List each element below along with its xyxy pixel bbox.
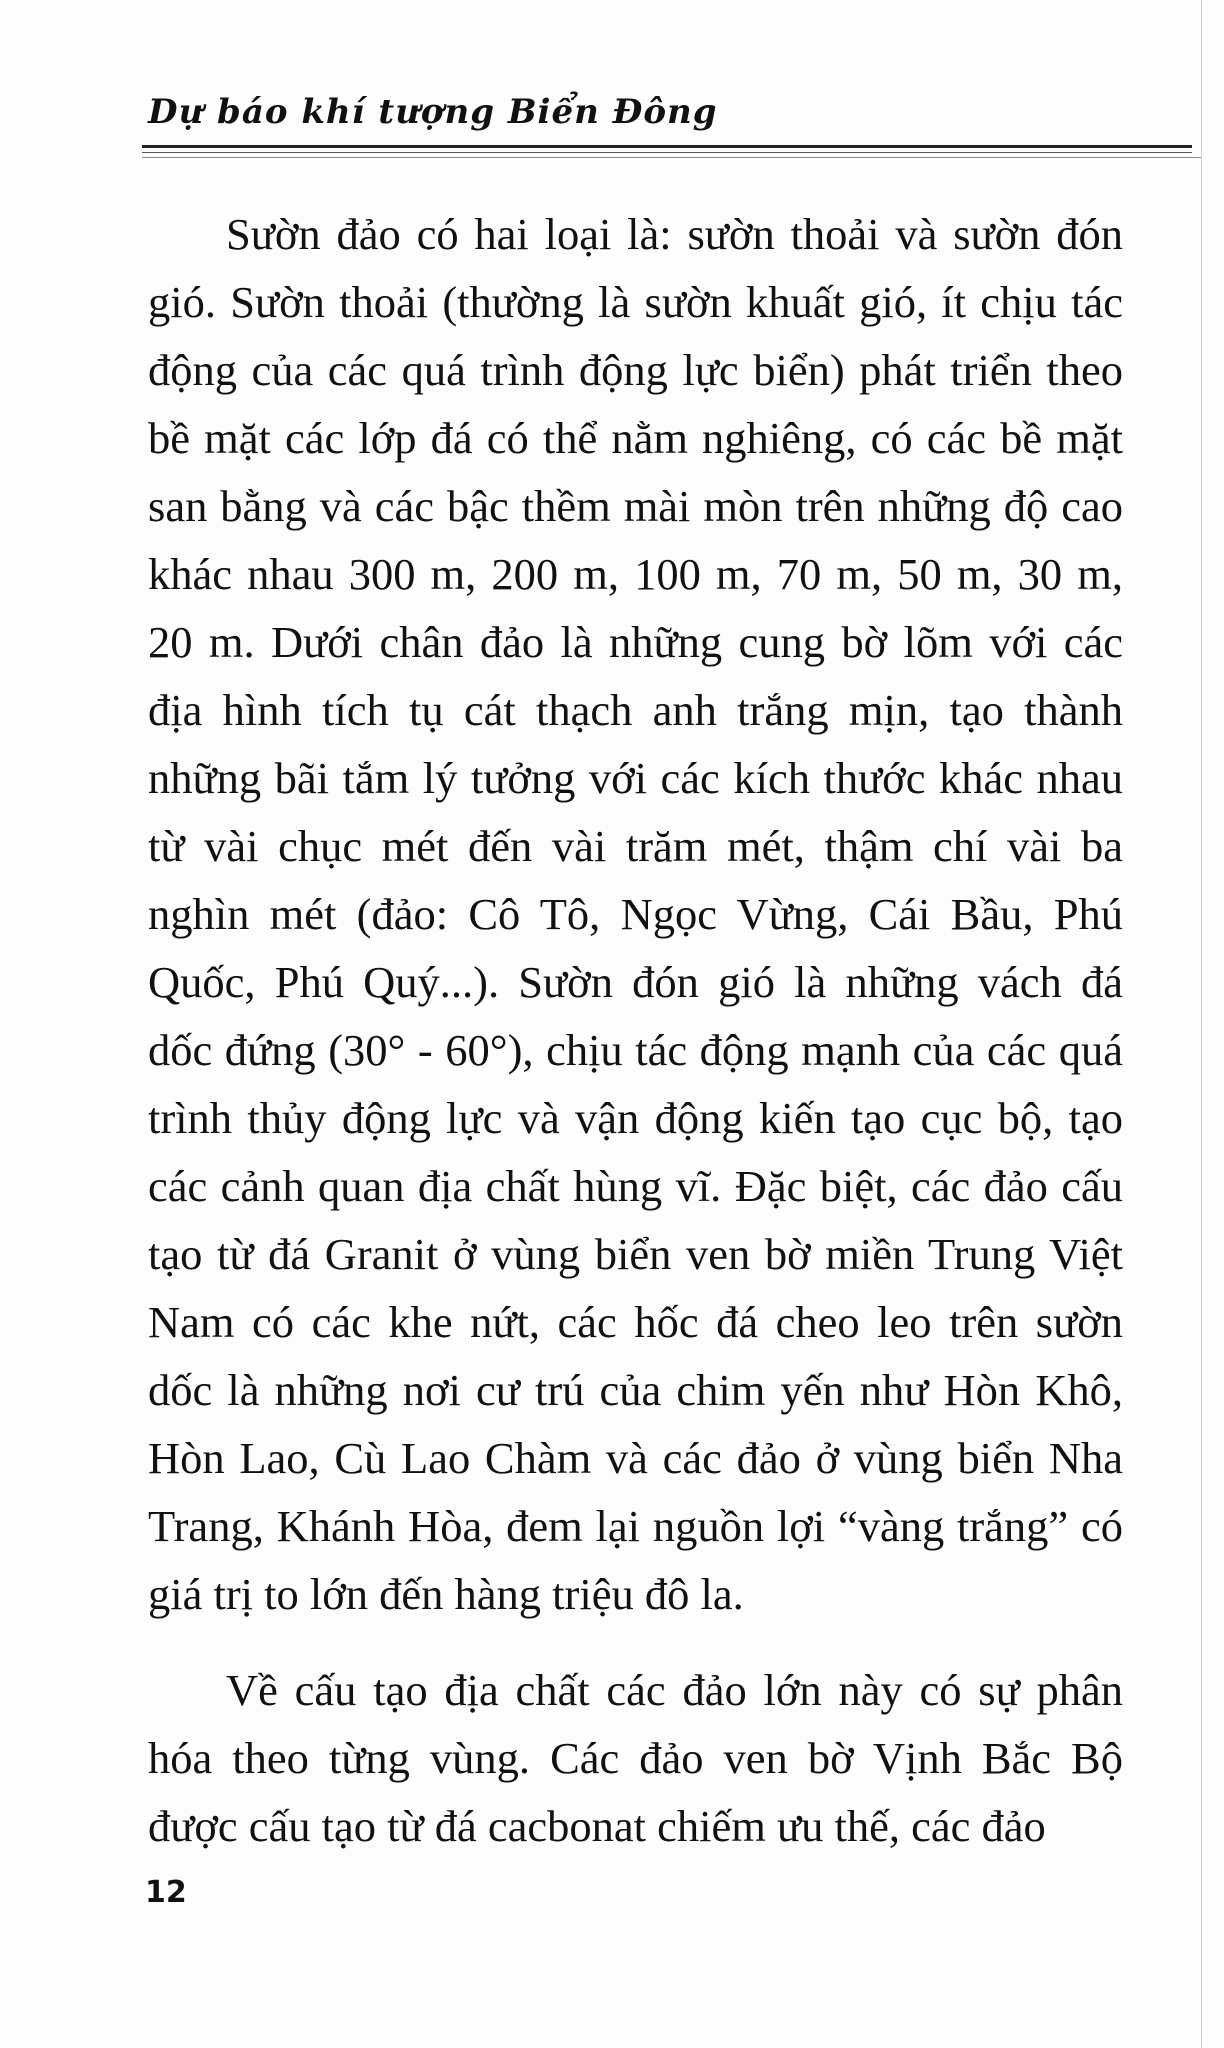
paragraph-1: Sườn đảo có hai loại là: sườn thoải và sườn đón gió. Sườn thoải (thường là sườn khuất gió, ít chịu tác động của các quá trình động lực biển) phát triển theo bề mặt các lớp đá có thể nằm nghiêng, có các bề mặt san bằng và các bậc thềm mài mòn trên những độ cao khác nhau 300 m, 200 m, 100 m, 70 m, 50 m, 30 m, 20 m. Dưới chân đảo là những cung bờ lõm với các địa hình tích tụ cát thạch anh trắng mịn, tạo thành những bãi tắm lý tưởng với các kích thước khác nhau từ vài chục mét đến vài trăm mét, thậm chí vài ba nghìn mét (đảo: Cô Tô, Ngọc Vừng, Cái Bầu, Phú Quốc, Phú Quý...). Sườn đón gió là những vách đá dốc đứng (30° - 60°), chịu tác động mạnh của các quá trình thủy động lực và vận động kiến tạo cục bộ, tạo các cảnh quan địa chất hùng vĩ. Đặc biệt, các đảo cấu tạo từ đá Granit ở vùng biển ven bờ miền Trung Việt Nam có các khe nứt, các hốc đá cheo leo trên sườn dốc là những nơi cư trú của chim yến như Hòn Khô, Hòn Lao, Cù Lao Chàm và các đảo ở vùng biển Nha Trang, Khánh Hòa, đem lại nguồn lợi “vàng trắng” có giá trị to lớn đến hàng triệu đô la. [148,209,1123,1619]
header-rule-hairline [142,157,1202,158]
header-rule-thin [142,152,1192,153]
page-edge-divider [1201,0,1202,2048]
header-rule [142,145,1192,148]
body-text [148,200,1123,1860]
page-number: 12 [145,1875,187,1910]
paragraph-2: Về cấu tạo địa chất các đảo lớn này có sự phân hóa theo từng vùng. Các đảo ven bờ Vịnh Bắc Bộ được cấu tạo từ đá cacbonat chiếm ưu thế, các đảo [148,1665,1123,1851]
running-header: Dự báo khí tượng Biển Đông [148,92,718,132]
